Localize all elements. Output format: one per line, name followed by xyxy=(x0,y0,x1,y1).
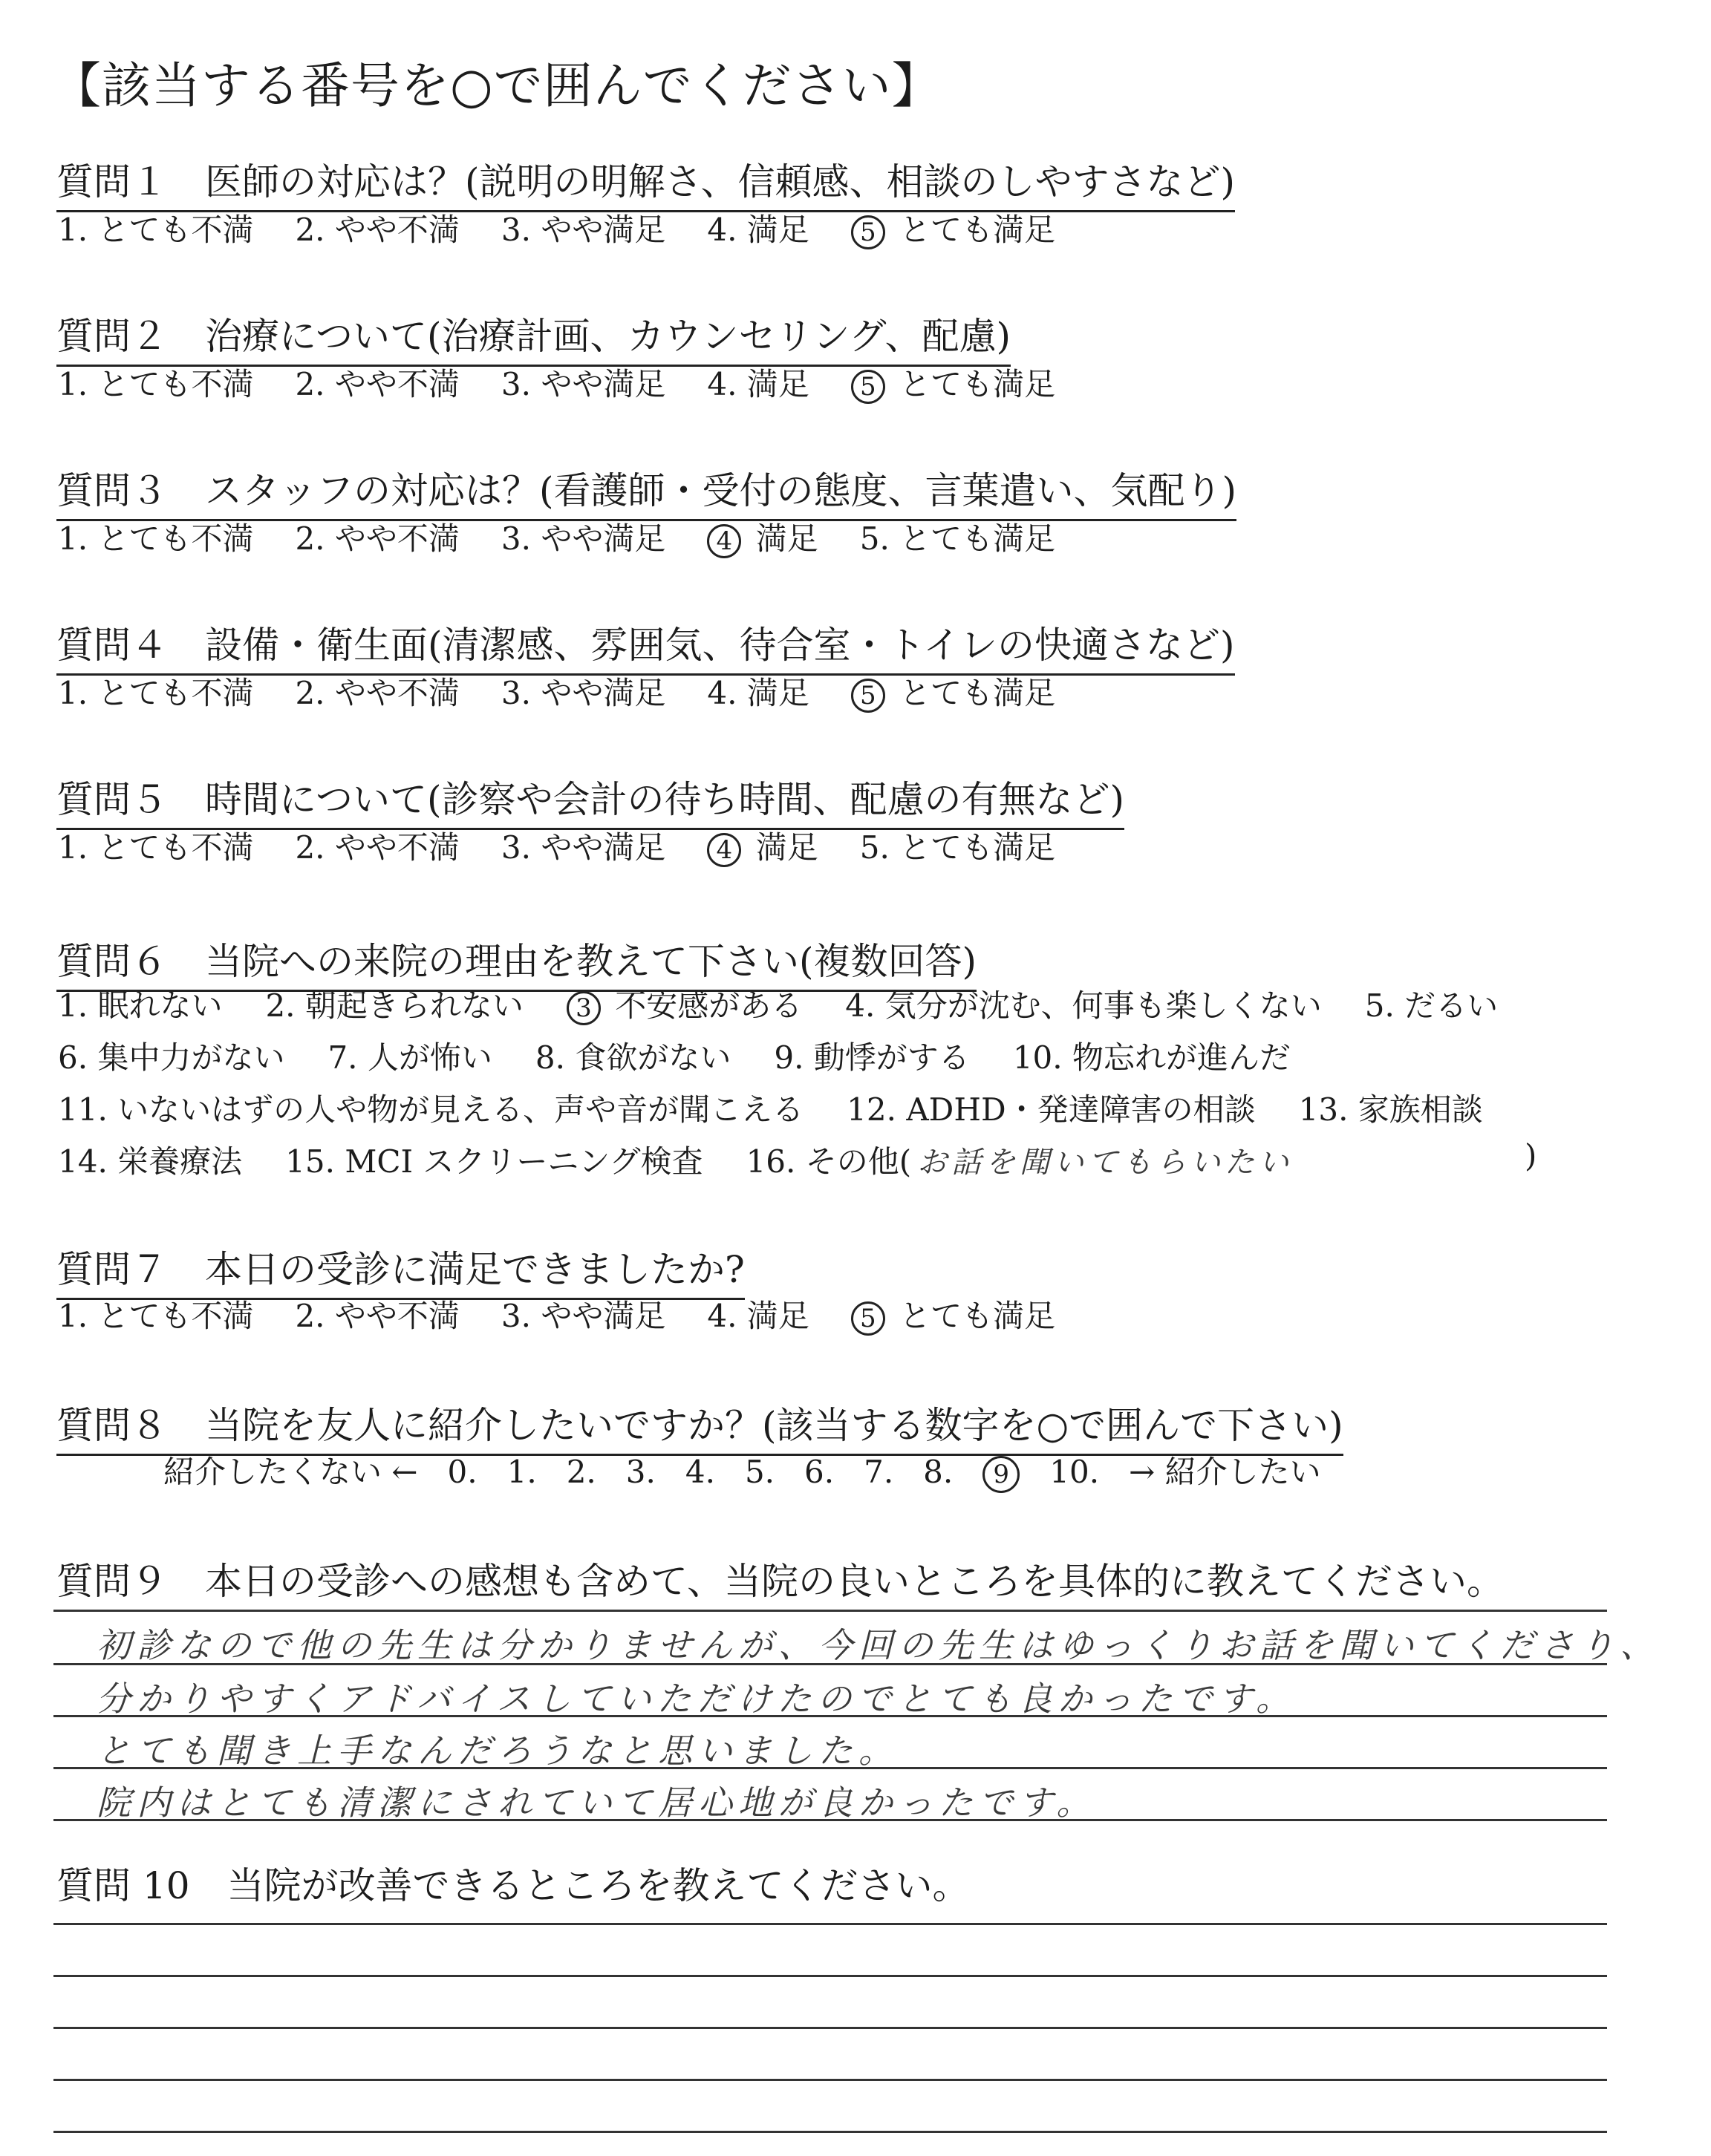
q1-text: 医師の対応は？(説明の明解さ、信頼感、相談のしやすさなど) xyxy=(205,160,1236,203)
q7-option-label: やや不満 xyxy=(334,1298,460,1334)
q6-row xyxy=(58,981,1541,1026)
q3-options xyxy=(58,514,1097,559)
q6-option-label: その他( xyxy=(805,1143,912,1180)
q6-option-label: 気分が沈む、何事も楽しくない xyxy=(884,987,1322,1024)
q8-scale-3[interactable]: 3. xyxy=(625,1454,656,1490)
q2-option-label: とても不満 xyxy=(97,366,254,402)
q2-option-number: 2. xyxy=(295,366,335,402)
q6-option-number: 5. xyxy=(1364,987,1405,1024)
q6-option-label: 集中力がない xyxy=(97,1039,285,1076)
q2-option-number: 4. xyxy=(707,366,747,402)
q1-option-number: 4. xyxy=(707,212,747,248)
q8-scale-5[interactable]: 5. xyxy=(744,1454,775,1490)
q4-option-4[interactable] xyxy=(707,669,809,713)
q8-scale-7[interactable]: 7. xyxy=(864,1454,894,1490)
q3-text: スタッフの対応は？(看護師・受付の態度、言葉遣い、気配り) xyxy=(205,469,1237,512)
q3-option-number: 2. xyxy=(295,520,335,557)
q5-option-label: とても満足 xyxy=(899,829,1056,866)
q6-option-label: 食欲がない xyxy=(575,1039,731,1076)
q10-answer-rule[interactable] xyxy=(53,1975,1607,1977)
q5-option-number: 1. xyxy=(58,829,98,866)
q7-option-1[interactable] xyxy=(58,1292,253,1336)
q10-answer-rule[interactable] xyxy=(53,2027,1607,2029)
q2-option-label: 満足 xyxy=(746,366,809,402)
q1-option-number: 3. xyxy=(501,212,541,248)
q1-option-2[interactable] xyxy=(295,206,459,250)
q8-scale-6[interactable]: 6. xyxy=(804,1454,835,1490)
q7-label: 質問７ xyxy=(56,1248,168,1291)
q10-answer-rule[interactable] xyxy=(53,2131,1607,2133)
q4-option-label: やや満足 xyxy=(541,675,666,711)
q8-left-label: 紹介したくない ← xyxy=(163,1454,418,1490)
q1-option-4[interactable] xyxy=(707,206,809,250)
q7-option-label: とても不満 xyxy=(97,1298,254,1334)
q7-option-number: 4. xyxy=(707,1298,747,1334)
q2-option-1[interactable] xyxy=(58,360,253,405)
q2-option-number: 5 xyxy=(851,370,885,404)
q3-option-label: とても満足 xyxy=(899,520,1056,557)
q5-option-3[interactable] xyxy=(501,823,665,868)
q4-option-number: 1. xyxy=(58,675,98,711)
q2-label: 質問２ xyxy=(56,315,168,358)
q1-option-label: やや満足 xyxy=(541,212,666,248)
q3-option-label: やや不満 xyxy=(334,520,460,557)
q1-option-label: とても満足 xyxy=(889,212,1056,248)
q4-title xyxy=(56,615,1235,676)
q6-option[interactable] xyxy=(845,981,1321,1026)
q1-option-label: やや不満 xyxy=(334,212,460,248)
q6-option-number: 4. xyxy=(845,987,885,1024)
q6-option-label: 不安感がある xyxy=(604,987,803,1024)
q6-option[interactable] xyxy=(58,1137,242,1182)
q6-option-label: 物忘れが進んだ xyxy=(1072,1039,1291,1076)
q2-option-5[interactable] xyxy=(851,360,1055,405)
q3-label: 質問３ xyxy=(56,469,168,512)
q6-option-label: ADHD・発達障害の相談 xyxy=(906,1091,1256,1128)
q1-option-5[interactable] xyxy=(851,206,1055,250)
q3-option-number: 1. xyxy=(58,520,98,557)
q1-option-number: 1. xyxy=(58,212,98,248)
q2-text: 治療について(治療計画、カウンセリング、配慮) xyxy=(205,315,1011,358)
q2-option-label: やや不満 xyxy=(334,366,460,402)
q1-option-label: とても不満 xyxy=(97,212,254,248)
q3-option-3[interactable] xyxy=(501,514,665,559)
q9-answer-line[interactable]: 初診なので他の先生は分かりませんが、今回の先生はゆっくりお話を聞いてくださり、 xyxy=(97,1625,1661,1665)
q4-option-label: 満足 xyxy=(746,675,809,711)
q4-option-number: 2. xyxy=(295,675,335,711)
q3-option-label: やや満足 xyxy=(541,520,666,557)
q6-option[interactable] xyxy=(774,1033,969,1078)
q6-option[interactable] xyxy=(285,1137,703,1182)
q1-option-3[interactable] xyxy=(501,206,665,250)
q7-option-number: 5 xyxy=(851,1301,885,1336)
q1-option-1[interactable] xyxy=(58,206,253,250)
q8-scale-10[interactable]: 10. xyxy=(1049,1454,1100,1490)
q6-option-label: だるい xyxy=(1404,987,1499,1024)
q6-option-number: 1. xyxy=(58,987,98,1024)
q7-option-label: とても満足 xyxy=(889,1298,1056,1334)
q6-other-close: ) xyxy=(1525,1137,1537,1174)
q4-text: 設備・衛生面(清潔感、雰囲気、待合室・トイレの快適さなど) xyxy=(205,624,1235,667)
q6-option-number: 12. xyxy=(847,1091,907,1128)
q8-scale-2[interactable]: 2. xyxy=(566,1454,596,1490)
q5-label: 質問５ xyxy=(56,778,168,821)
q7-option-label: 満足 xyxy=(746,1298,809,1334)
q6-option-label: 朝起きられない xyxy=(304,987,524,1024)
q7-text: 本日の受診に満足できましたか? xyxy=(205,1248,745,1291)
q2-option-label: やや満足 xyxy=(541,366,666,402)
q6-option-label: 人が怖い xyxy=(367,1039,492,1076)
page-heading: 【該当する番号を○で囲んでください】 xyxy=(52,57,942,114)
q3-option-label: 満足 xyxy=(746,520,818,557)
q5-option-number: 2. xyxy=(295,829,335,866)
q8-text: 当院を友人に紹介したいですか？(該当する数字を○で囲んで下さい) xyxy=(205,1404,1343,1447)
q6-row xyxy=(58,1033,1334,1078)
q2-option-number: 1. xyxy=(58,366,98,402)
q4-option-1[interactable] xyxy=(58,669,253,713)
q5-option-label: 満足 xyxy=(746,829,818,866)
q6-option-label: 栄養療法 xyxy=(117,1143,243,1180)
q5-option-number: 4 xyxy=(707,833,741,867)
q6-other-text[interactable]: お話を聞いてもらいたい xyxy=(917,1146,1294,1180)
q6-option-number: 10. xyxy=(1012,1039,1072,1076)
q9-label: 質問９ xyxy=(56,1560,168,1603)
q4-option-number: 3. xyxy=(501,675,541,711)
q5-option-4[interactable] xyxy=(707,823,818,868)
q5-options xyxy=(58,823,1097,868)
q8-scale xyxy=(163,1448,1351,1493)
q3-option-number: 4 xyxy=(707,524,741,558)
q6-option-number: 2. xyxy=(265,987,305,1024)
q6-option[interactable] xyxy=(535,1033,731,1078)
q4-option-number: 5 xyxy=(851,679,885,713)
q8-scale-0[interactable]: 0. xyxy=(447,1454,478,1490)
q10-label: 質問 10 xyxy=(56,1864,190,1907)
q9-text: 本日の受診への感想も含めて、当院の良いところを具体的に教えてください。 xyxy=(205,1560,1504,1603)
q1-options xyxy=(58,206,1097,250)
q5-text: 時間について(診察や会計の待ち時間、配慮の有無など) xyxy=(205,778,1125,821)
q4-option-3[interactable] xyxy=(501,669,665,713)
q4-option-label: とても満足 xyxy=(889,675,1056,711)
q2-option-number: 3. xyxy=(501,366,541,402)
q6-option-number: 7. xyxy=(327,1039,368,1076)
q1-option-number: 2. xyxy=(295,212,335,248)
q9-answer-rule xyxy=(53,1610,1607,1612)
q9-title xyxy=(56,1552,1504,1605)
q8-scale-8[interactable]: 8. xyxy=(923,1454,954,1490)
q8-scale-1[interactable]: 1. xyxy=(506,1454,537,1490)
q6-option-number: 14. xyxy=(58,1143,118,1180)
q1-title xyxy=(56,152,1235,212)
q7-option-5[interactable] xyxy=(851,1292,1055,1336)
q6-text: 当院への来院の理由を教えて下さい(複数回答) xyxy=(205,940,977,983)
q4-option-2[interactable] xyxy=(295,669,459,713)
q2-option-3[interactable] xyxy=(501,360,665,405)
q6-option-number: 15. xyxy=(285,1143,345,1180)
q8-right-label: → 紹介したい xyxy=(1129,1454,1321,1490)
q3-option-label: とても不満 xyxy=(97,520,254,557)
q6-option[interactable] xyxy=(265,981,523,1026)
q7-option-4[interactable] xyxy=(707,1292,809,1336)
q6-option-number: 16. xyxy=(746,1143,806,1180)
q2-option-2[interactable] xyxy=(295,360,459,405)
q7-option-label: やや満足 xyxy=(541,1298,666,1334)
q6-option[interactable] xyxy=(1013,1033,1291,1078)
q5-option-2[interactable] xyxy=(295,823,459,868)
q7-option-3[interactable] xyxy=(501,1292,665,1336)
q6-option[interactable] xyxy=(847,1085,1255,1130)
q9-answer-line[interactable]: とても聞き上手なんだろうなと思いました。 xyxy=(97,1731,899,1771)
q5-option-label: やや満足 xyxy=(541,829,666,866)
q7-option-number: 2. xyxy=(295,1298,335,1334)
q8-label: 質問８ xyxy=(56,1404,168,1447)
q6-option[interactable] xyxy=(1365,981,1498,1026)
q6-option[interactable] xyxy=(746,1137,912,1182)
q7-title xyxy=(56,1240,745,1300)
q3-title xyxy=(56,461,1236,521)
q3-option-2[interactable] xyxy=(295,514,459,559)
q6-option-number: 13. xyxy=(1298,1091,1358,1128)
q3-option-number: 5. xyxy=(859,520,900,557)
q4-options xyxy=(58,669,1097,713)
q6-option-label: いないはずの人や物が見える、声や音が聞こえる xyxy=(117,1091,804,1128)
q6-option[interactable] xyxy=(58,1085,804,1130)
q6-option-number: 6. xyxy=(58,1039,98,1076)
q3-option-4[interactable] xyxy=(707,514,818,559)
q5-title xyxy=(56,770,1124,830)
q7-option-2[interactable] xyxy=(295,1292,459,1336)
q5-option-label: やや不満 xyxy=(334,829,460,866)
q3-option-number: 3. xyxy=(501,520,541,557)
q2-option-4[interactable] xyxy=(707,360,809,405)
q6-option-label: 動悸がする xyxy=(813,1039,970,1076)
q8-scale-4[interactable]: 4. xyxy=(685,1454,715,1490)
q10-title xyxy=(56,1856,970,1910)
q4-label: 質問４ xyxy=(56,624,168,667)
q6-option[interactable] xyxy=(58,1033,284,1078)
q10-text: 当院が改善できるところを教えてください。 xyxy=(226,1864,970,1907)
q3-option-1[interactable] xyxy=(58,514,253,559)
q3-option-5[interactable] xyxy=(860,514,1055,559)
q7-option-number: 1. xyxy=(58,1298,98,1334)
q5-option-1[interactable] xyxy=(58,823,253,868)
q10-answer-rule[interactable] xyxy=(53,2079,1607,2081)
q6-option-number: 3 xyxy=(567,991,601,1025)
q6-option-number: 9. xyxy=(774,1039,814,1076)
q1-label: 質問１ xyxy=(56,160,168,203)
q2-title xyxy=(56,307,1011,367)
q2-option-label: とても満足 xyxy=(889,366,1056,402)
q5-option-5[interactable] xyxy=(860,823,1055,868)
q6-option[interactable] xyxy=(1299,1085,1483,1130)
q1-option-number: 5 xyxy=(851,215,885,249)
q4-option-5[interactable] xyxy=(851,669,1055,713)
q10-answer-rule[interactable] xyxy=(53,1923,1607,1925)
q8-title xyxy=(56,1396,1343,1456)
q6-option[interactable] xyxy=(567,981,802,1026)
q6-row xyxy=(58,1085,1526,1130)
q6-option-label: 家族相談 xyxy=(1358,1091,1483,1128)
q5-option-label: とても不満 xyxy=(97,829,254,866)
q6-row xyxy=(58,1137,1537,1182)
q6-option-number: 8. xyxy=(535,1039,576,1076)
q6-option-label: MCI スクリーニング検査 xyxy=(345,1143,703,1180)
q1-option-label: 満足 xyxy=(746,212,809,248)
q6-option-label: 眠れない xyxy=(97,987,223,1024)
q4-option-label: やや不満 xyxy=(334,675,460,711)
q6-option[interactable] xyxy=(327,1033,492,1078)
q7-option-number: 3. xyxy=(501,1298,541,1334)
q4-option-number: 4. xyxy=(707,675,747,711)
q5-option-number: 5. xyxy=(859,829,900,866)
q5-option-number: 3. xyxy=(501,829,541,866)
q6-option-number: 11. xyxy=(58,1091,118,1128)
q9-answer-line[interactable]: 院内はとても清潔にされていて居心地が良かったです。 xyxy=(97,1783,1097,1823)
q8-scale-9[interactable]: 9 xyxy=(982,1456,1020,1493)
q2-options xyxy=(58,360,1097,405)
q6-label: 質問６ xyxy=(56,940,168,983)
q7-options xyxy=(58,1292,1097,1336)
q9-answer-line[interactable]: 分かりやすくアドバイスしていただけたのでとても良かったです。 xyxy=(97,1679,1296,1719)
q6-option[interactable] xyxy=(58,981,222,1026)
q4-option-label: とても不満 xyxy=(97,675,254,711)
